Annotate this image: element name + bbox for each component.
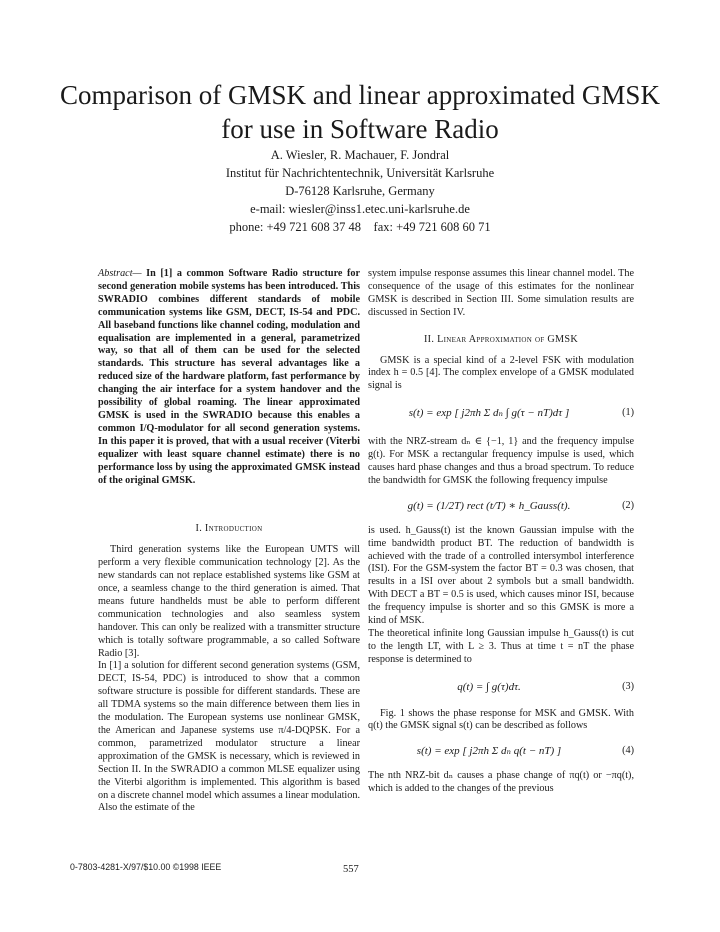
equation-1 [368,407,634,420]
equation-1-number: (1) [622,407,634,419]
equation-2 [368,500,634,513]
page-number: 557 [343,864,359,875]
right-paragraph-2: GMSK is a special kind of a 2-level FSK with modulation index h = 0.5 [4]. The complex envelope of a GMSK modulated signal is [368,354,634,392]
equation-1-body: s(t) = exp [ j2πh Σ dₙ ∫ g(τ − nT)dτ ] [408,407,570,420]
right-paragraph-5: The theoretical infinite long Gaussian impulse h_Gauss(t) is cut to the length LT, with L ≥ 3. Thus at time t = nT the phase response is determined to [368,627,634,665]
paper-title: Comparison of GMSK and linear approximated GMSK for use in Software Radio [60,80,660,144]
equation-4-body: s(t) = exp [ j2πh Σ dₙ q(t − nT) ] [416,745,562,758]
intro-paragraph-1: Third generation systems like the European UMTS will perform a very flexible communication technology [2]. As the new standards can not replace established systems like GSM at once, a seamless change to the third generation is aimed. That means future handhelds must be able to perform different communication technologies and also seamless system handover. This can only be realized with a transmitter structure which is totally software programmable, a so called Software Radio [3]. [98,544,360,659]
right-column [368,268,634,796]
equation-2-number: (2) [622,499,634,511]
address: D-76128 Karlsruhe, Germany [285,184,435,198]
right-paragraph-7: The nth NRZ-bit dₙ causes a phase change of πq(t) or −πq(t), which is added to the changes of the previous [368,770,634,795]
copyright-footer: 0-7803-4281-X/97/$10.00 ©1998 IEEE [70,862,222,872]
left-column [98,268,360,815]
authors: A. Wiesler, R. Machauer, F. Jondral [270,148,450,162]
section-heading-linear-approximation: II. Linear Approximation of GMSK [423,333,579,345]
right-paragraph-6: Fig. 1 shows the phase response for MSK and GMSK. With q(t) the GMSK signal s(t) can be described as follows [368,707,634,732]
abstract-lead: Abstract— [98,268,142,279]
intro-paragraph-2: In [1] a solution for different second generation systems (GSM, DECT, IS-54, PDC) is introduced to show that a common software structure is possible for different standards. These are all TDMA systems so the main difference between them lies in the modulation. The European systems use nonlinear GMSK, the American and Japanese systems use π/4-DQPSK. For a common, parametrized modulator structure a linear approximation of the GMSK is necessary, which is reviewed in Section II. In the SWRADIO a common MLSE equalizer using the Viterbi algorithm is implemented. This algorithm is based on a discrete channel model which assumes a linear modulation. Also the estimate of the [98,660,360,814]
equation-3-body: q(t) = ∫ g(τ)dτ. [457,680,521,693]
equation-3-number: (3) [622,680,634,692]
abstract [98,268,360,487]
equation-4-number: (4) [622,745,634,757]
phone-fax: phone: +49 721 608 37 48 fax: +49 721 608 60 71 [229,220,491,234]
institute: Institut für Nachrichtentechnik, Universität Karlsruhe [225,166,495,180]
equation-3 [368,681,634,694]
abstract-text: In [1] a common Software Radio structure for second generation mobile systems has been introduced. This SWRADIO combines different standards of mobile communication systems like GSM, DECT, IS-54 and PDC. All baseband functions like channel coding, modulation and equalisation are implemented in a general, parametrized way, so that all of them can be used for the selected standards. This structure has several advantages like a reduced size of the hardware platform, fast performance by changing the air interface for a system handover and the possibility of global roaming. The linear approximated GMSK is used in the SWRADIO because this enables a common I/Q-modulator for all second generation systems. In this paper it is proved, that with a usual receiver (Viterbi equalizer with least square channel estimate) there is no performance loss by using the approximated GMSK instead of the original GMSK. [98,268,361,486]
equation-4 [368,745,634,758]
email: e-mail: wiesler@inss1.etec.uni-karlsruhe.de [250,202,470,216]
right-paragraph-3: with the NRZ-stream dₙ ∈ {−1, 1} and the frequency impulse g(t). For MSK a rectangular frequency impulse is used, which causes hard phase changes and thus a broad spectrum. To reduce the bandwidth for GMSK the following frequency impulse [368,436,634,486]
right-paragraph-1: system impulse response assumes this linear channel model. The consequence of the usage of this estimates for the nonlinear GMSK is described in Section III. Some simulation results are discussed in Section IV. [368,268,634,318]
section-heading-introduction: I. Introduction [195,523,263,535]
author-block [60,146,660,236]
right-paragraph-4: is used. h_Gauss(t) ist the known Gaussian impulse with the time bandwidth product BT. The reduction of bandwidth is achieved with the trade of a controlled intersymbol interference (ISI). For the GSM-system the factor BT = 0.3 was chosen, that results in a ISI over about 2 symbols but a small bandwidth. With DECT a BT = 0.5 is used, which causes minor ISI, because the frequency impulse is shorter and so this GMSK is more a kind of MSK. [368,524,634,627]
equation-2-body: g(t) = (1/2T) rect (t/T) ∗ h_Gauss(t). [407,499,571,512]
